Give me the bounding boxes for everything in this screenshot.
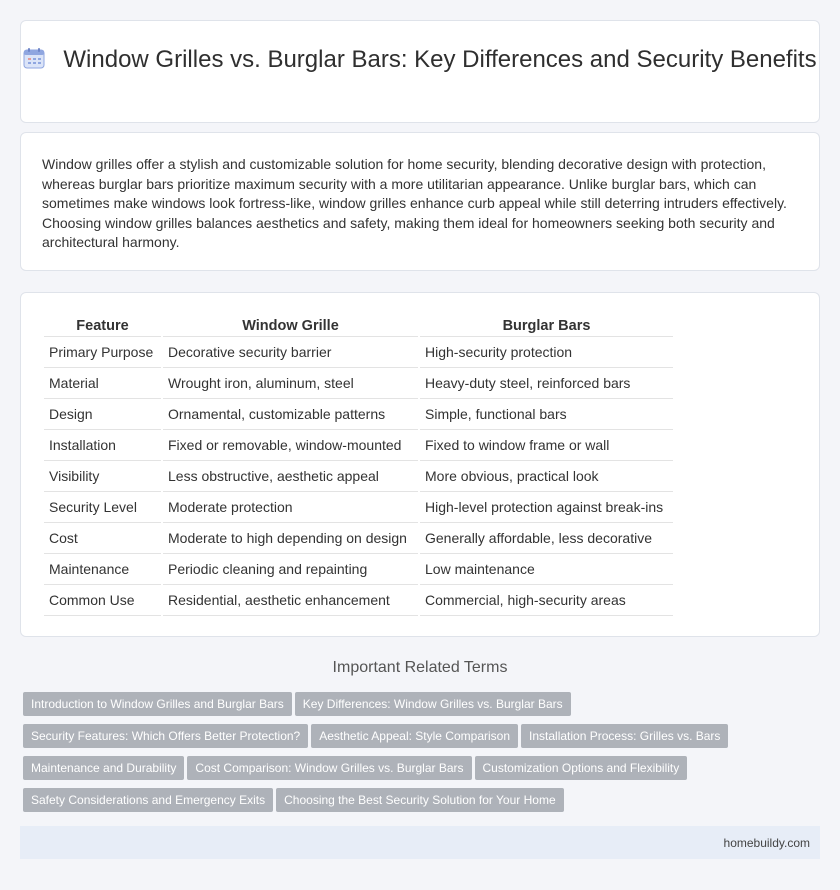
table-row [44,368,673,399]
related-term-tag[interactable]: Installation Process: Grilles vs. Bars [521,724,728,748]
table-cell: Low maintenance [420,554,673,585]
table-cell: Maintenance [44,554,161,585]
table-cell: More obvious, practical look [420,461,673,492]
related-term-tag[interactable]: Key Differences: Window Grilles vs. Burglar Bars [295,692,571,716]
table-cell: Decorative security barrier [163,337,418,368]
tag-row [23,756,783,788]
column-header-window-grille: Window Grille [163,315,418,337]
related-term-tag[interactable]: Customization Options and Flexibility [475,756,688,780]
table-cell: Commercial, high-security areas [420,585,673,616]
table-header-row [44,315,673,337]
table-row [44,492,673,523]
table-row [44,585,673,616]
table-cell: Security Level [44,492,161,523]
related-term-tag[interactable]: Choosing the Best Security Solution for Your Home [276,788,564,812]
table-cell: Cost [44,523,161,554]
table-row [44,461,673,492]
related-terms-heading: Important Related Terms [332,659,508,676]
related-term-tag[interactable]: Safety Considerations and Emergency Exits [23,788,273,812]
table-row [44,523,673,554]
table-cell: Generally affordable, less decorative [420,523,673,554]
table-cell: Moderate protection [163,492,418,523]
title-card [20,20,820,123]
table-cell: Residential, aesthetic enhancement [163,585,418,616]
page-title [21,45,819,75]
related-term-tag[interactable]: Aesthetic Appeal: Style Comparison [311,724,518,748]
column-header-burglar-bars: Burglar Bars [420,315,673,337]
table-row [44,399,673,430]
related-term-tag[interactable]: Cost Comparison: Window Grilles vs. Burglar Bars [187,756,471,780]
table-cell: Installation [44,430,161,461]
column-header-feature: Feature [44,315,161,337]
table-cell: Less obstructive, aesthetic appeal [163,461,418,492]
table-cell: Fixed or removable, window-mounted [163,430,418,461]
table-row [44,337,673,368]
tag-row [23,724,783,756]
table-cell: High-security protection [420,337,673,368]
table-cell: High-level protection against break-ins [420,492,673,523]
calendar-icon [23,47,45,69]
footer-site-link[interactable]: homebuildy.com [723,836,810,850]
intro-paragraph: Window grilles offer a stylish and customizable solution for home security, blending decorative design with protection, whereas burglar bars prioritize maximum security with a more utilitarian appearance. Unlike burglar bars, which can sometimes make windows look fortress-like, window grilles enhance curb appeal while still deterring intruders effectively. Choosing window grilles balances aesthetics and safety, making them ideal for homeowners seeking both security and architectural harmony. [42,156,787,250]
table-cell: Material [44,368,161,399]
footer [20,826,820,859]
comparison-card [20,292,820,637]
tag-row [23,692,783,724]
table-cell: Common Use [44,585,161,616]
table-cell: Design [44,399,161,430]
related-terms-list [23,692,783,820]
table-cell: Simple, functional bars [420,399,673,430]
table-cell: Moderate to high depending on design [163,523,418,554]
table-cell: Wrought iron, aluminum, steel [163,368,418,399]
table-cell: Fixed to window frame or wall [420,430,673,461]
table-cell: Heavy-duty steel, reinforced bars [420,368,673,399]
table-cell: Ornamental, customizable patterns [163,399,418,430]
table-row [44,554,673,585]
table-cell: Visibility [44,461,161,492]
table-row [44,430,673,461]
table-cell: Periodic cleaning and repainting [163,554,418,585]
table-cell: Primary Purpose [44,337,161,368]
intro-card [20,132,820,271]
comparison-table [42,315,675,616]
page-title-text: Window Grilles vs. Burglar Bars: Key Differences and Security Benefits [63,46,817,73]
tag-row [23,788,783,820]
related-term-tag[interactable]: Maintenance and Durability [23,756,184,780]
related-term-tag[interactable]: Security Features: Which Offers Better Protection? [23,724,308,748]
related-term-tag[interactable]: Introduction to Window Grilles and Burglar Bars [23,692,292,716]
